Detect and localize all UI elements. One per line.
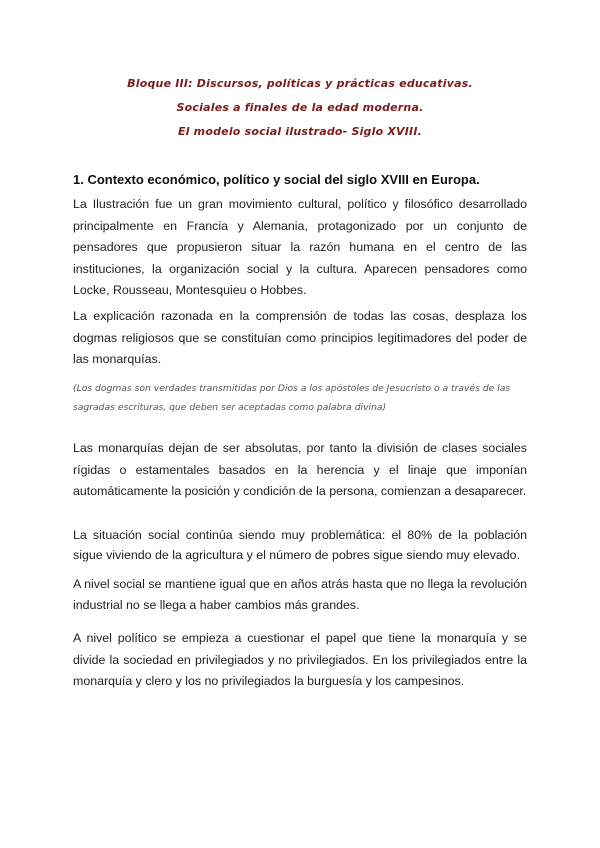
paragraph-nivel-social: A nivel social se mantiene igual que en años atrás hasta que no llega la revolución industrial no se llega a haber cambios más grandes. (73, 577, 527, 612)
section-heading (73, 172, 533, 187)
paragraph-monarquias: Las monarquías dejan de ser absolutas, por tanto la división de clases sociales rígidas o estamentales basados en la herencia y el linaje que imponían automáticamente la posición y condición de la persona, comienzan a desaparecer. (73, 441, 527, 498)
dogma-note: (Los dogmas son verdades transmitidas por Dios a los apóstoles de Jesucristo o a través de las sagradas escrituras, que deben ser aceptadas como palabra divina) (73, 383, 511, 413)
title-line-2: Sociales a finales de la edad moderna. (176, 101, 424, 114)
paragraph-nivel-politico: A nivel político se empieza a cuestionar el papel que tiene la monarquía y se divide la sociedad en privilegiados y no privilegiados. En los privilegiados entre la monarquía y clero y los no privilegiados la burguesía y los campesinos. (73, 631, 527, 688)
paragraph-ilustracion: La Ilustración fue un gran movimiento cultural, político y filosófico desarrollado principalmente en Francia y Alemania, protagonizado por un conjunto de pensadores que propusieron situar la razón humana en el centro de las instituciones, la organización social y la cultura. Aparecen pensadores como Locke, Rousseau, Montesquieu o Hobbes. (73, 197, 527, 297)
title-line-3: El modelo social ilustrado- Siglo XVIII. (177, 125, 423, 138)
section-heading-text: . Contexto económico, político y social del siglo XVIII en Europa. (80, 172, 480, 187)
paragraph-razon: La explicación razonada en la comprensión de todas las cosas, desplaza los dogmas religiosos que se constituían como principios legitimadores del poder de las monarquías. (73, 309, 527, 366)
title-line-1: Bloque III: Discursos, políticas y prácticas educativas. (127, 77, 473, 90)
section-number: 1 (73, 172, 81, 187)
paragraph-situacion-social: La situación social continúa siendo muy problemática: el 80% de la población sigue viviendo de la agricultura y el número de pobres sigue siendo muy elevado. (73, 528, 527, 562)
